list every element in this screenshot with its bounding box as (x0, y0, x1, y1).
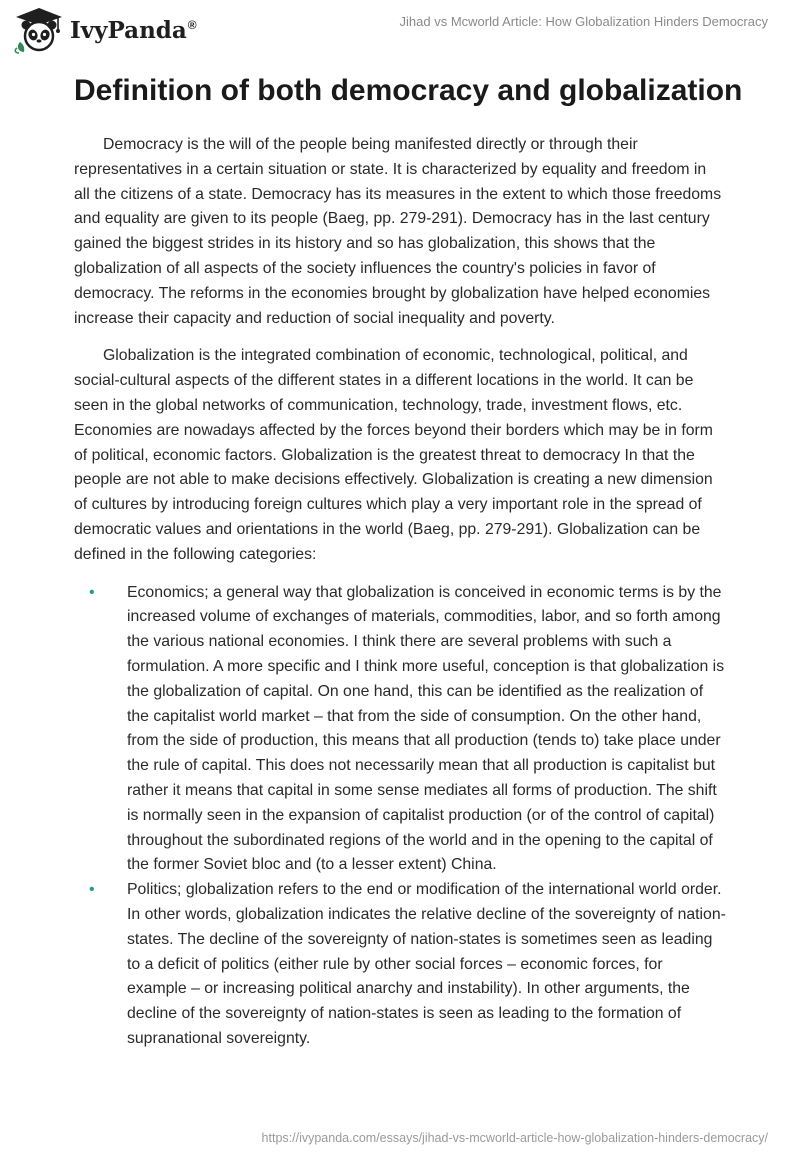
list-item-economics (74, 581, 726, 879)
document-title: Jihad vs Mcworld Article: How Globalization Hinders Democracy (399, 14, 768, 29)
ivypanda-logo[interactable] (14, 6, 197, 54)
page-header (0, 0, 800, 62)
paragraph-democracy: Democracy is the will of the people being manifested directly or through their representatives in a certain situation or state. It is characterized by equality and freedom in all the citizens of a state. Democracy has its measures in the extent to which those freedoms and equality are given to its people (Baeg, pp. 279-291). Democracy has in the last century gained the biggest strides in its history and so has globalization, this shows that the globalization of all aspects of the society influences the country's policies in favor of democracy. The reforms in the economies brought by globalization have helped economies increase their capacity and reduction of social inequality and poverty. (74, 136, 722, 327)
list-item-text: Economics; a general way that globalization is conceived in economic terms is by the increased volume of exchanges of materials, commodities, labor, and so forth among the various national economies. I think there are several problems with such a formulation. A more specific and I think more useful, conception is that globalization is the globalization of capital. On one hand, this can be identified as the realization of the capitalist world market – that from the side of consumption. On the other hand, from the side of production, this means that all production (tends to) take place under the rule of capital. This does not necessarily mean that all production is capitalist but rather it means that capital in some sense mediates all forms of production. The shift is normally seen in the expansion of capitalist production (or of the control of capital) throughout the subordinated regions of the world and in the opening to the capital of the former Soviet bloc and (to a lesser extent) China. (127, 583, 725, 874)
panda-graduate-icon (14, 6, 64, 54)
bullet-icon: • (89, 583, 95, 601)
category-list (74, 581, 726, 1052)
brand-name: IvyPanda® (70, 16, 197, 44)
list-item-text: Politics; globalization refers to the end or modification of the international world order. In other words, globalization indicates the relative decline of the sovereignty of nation-states. The decline of the sovereignty of nation-states is sometimes seen as leading to a deficit of politics (either rule by other social forces – economic forces, for example – or increasing political anarchy and instability). In other arguments, the decline of the sovereignty of nation-states is seen as leading to the formation of supranational sovereignty. (127, 881, 726, 1047)
essay-body (74, 133, 726, 1052)
list-item-politics (74, 878, 726, 1052)
bullet-icon: • (89, 881, 95, 899)
section-heading: Definition of both democracy and globalization (74, 74, 743, 107)
paragraph-globalization: Globalization is the integrated combination of economic, technological, political, and social-cultural aspects of the different states in a different locations in the world. It can be seen in the global networks of communication, technology, trade, investment flows, etc. Economies are nowadays affected by the forces beyond their borders which may be in form of political, economic factors. Globalization is the greatest threat to democracy In that the people are not able to make decisions effectively. Globalization is creating a new dimension of cultures by introducing foreign cultures which play a very important role in the spread of democratic values and orientations in the world (Baeg, pp. 279-291). Globalization can be defined in the following categories: (74, 347, 713, 563)
source-url[interactable]: https://ivypanda.com/essays/jihad-vs-mcworld-article-how-globalization-hinders-democracy/ (261, 1131, 768, 1145)
